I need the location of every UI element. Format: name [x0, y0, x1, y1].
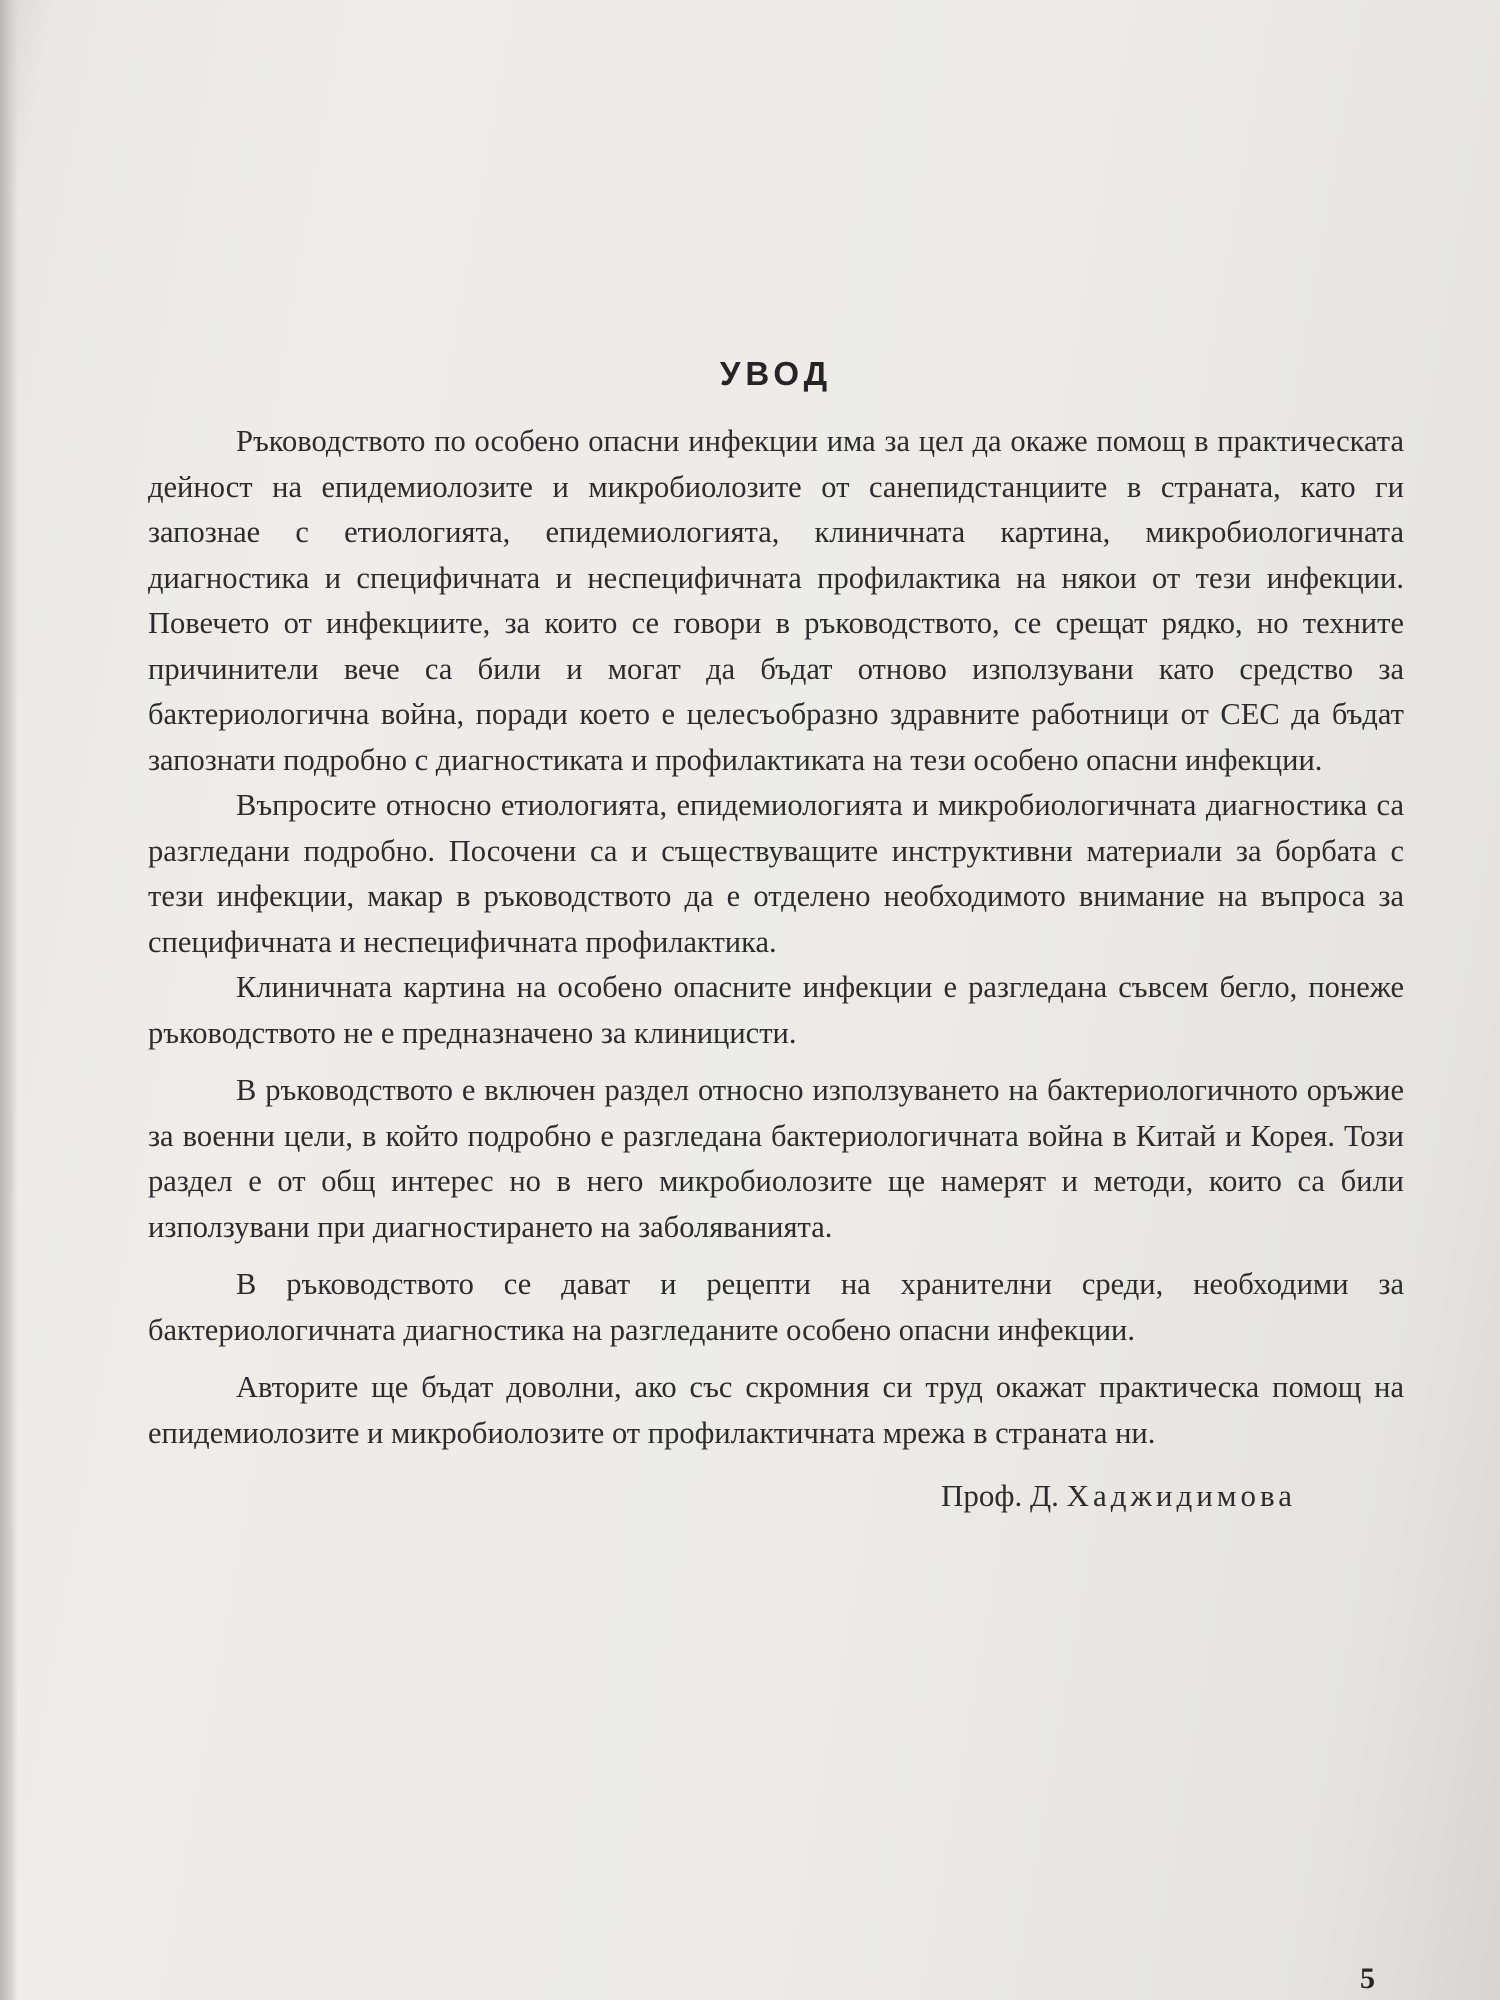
paragraph-4: В ръководството е включен раздел относно използуването на бактериологичното оръжие за военни цели, в който подробно е разгледана бактериологичната война в Китай и Корея. Този раздел е от общ интерес но в него микробиолозите ще намерят и методи, които са били използувани при диагностирането на заболяванията. [148, 1073, 1404, 1244]
author-signature [148, 1478, 1404, 1514]
page-number: 5 [1360, 1962, 1375, 1995]
page-content [148, 355, 1404, 1514]
page-title: УВОД [719, 355, 833, 392]
page-edge-shadow [0, 0, 18, 2000]
signature-name: Хаджидимова [1066, 1478, 1296, 1513]
paragraph-1: Ръководството по особено опасни инфекции има за цел да окаже помощ в практическата дейност на епидемиолозите и микробиолозите от санепидстанциите в страната, като ги запознае с етиологията, епидемиологията, клиничната картина, микробиологичната диагностика и специфичната и неспецифичната профилактика на някои от тези инфекции. Повечето от инфекциите, за които се говори в ръководството, се срещат рядко, но техните причинители вече са били и могат да бъдат отново използувани като средство за бактериологична война, поради което е целесъобразно здравните работници от СЕС да бъдат запознати подробно с диагностиката и профилактиката на тези особено опасни инфекции. [148, 424, 1404, 777]
paragraph-5: В ръководството се дават и рецепти на хранителни среди, необходими за бактериологичната диагностика на разгледаните особено опасни инфекции. [148, 1267, 1404, 1347]
paragraph-3: Клиничната картина на особено опасните инфекции е разгледана съвсем бегло, понеже ръководството не е предназначено за клиницисти. [148, 970, 1404, 1050]
paragraph-6: Авторите ще бъдат доволни, ако със скромния си труд окажат практическа помощ на епидемиолозите и микробиолозите от профилактичната мрежа в страната ни. [148, 1370, 1404, 1450]
signature-prefix: Проф. Д. [940, 1478, 1059, 1513]
paragraph-2: Въпросите относно етиологията, епидемиологията и микробиологичната диагностика са разгледани подробно. Посочени са и съществуващите инструктивни материали за борбата с тези инфекции, макар в ръководството да е отделено необходимото внимание на въпроса за специфичната и неспецифичната профилактика. [148, 788, 1404, 959]
